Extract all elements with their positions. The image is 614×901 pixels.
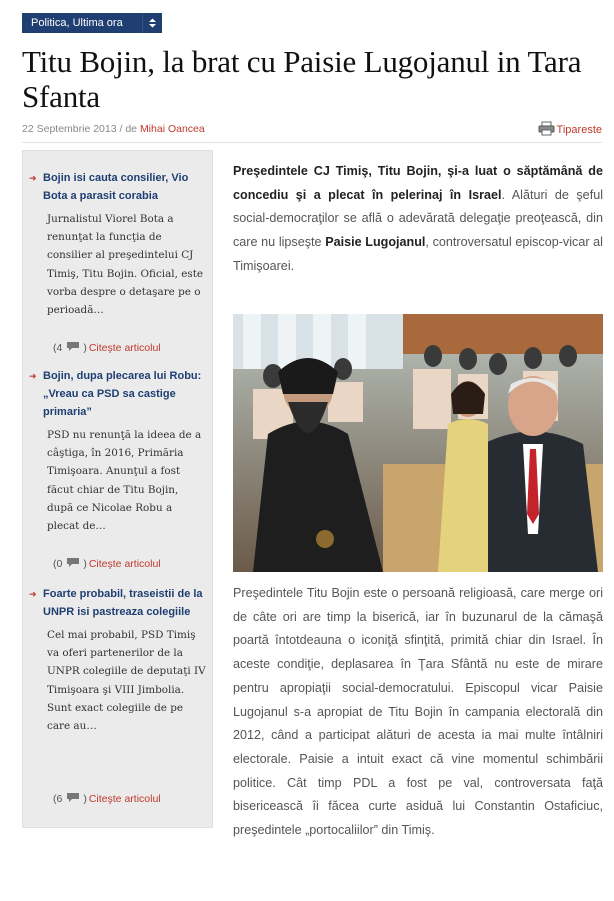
list-item [23,169,214,319]
lead-text-1: . Alături de şeful social-democraţilor se află o adevărată delegaţie preoţească, din care nu lipseşte [233,187,603,250]
comment-bubble-icon [66,792,80,806]
comment-bubble-icon [66,341,80,355]
related-headline-link[interactable]: Bojin isi cauta consilier, Vio Bota a parasit corabia [43,172,189,202]
article-title: Titu Bojin, la brat cu Paisie Lugojanul in Tara Sfanta [22,44,582,114]
lead-text-2: , controversatul episcop-vicar al Timişoarei. [233,235,603,273]
related-excerpt: Cel mai probabil, PSD Timiş va oferi partenerilor de la UNPR colegiile de deputaţi IV Timişoara şi VIII Jimbolia. Sunt exact colegiile de pe care au… [47,629,206,733]
article-photo [233,314,603,572]
related-footer: ( 0 ) Citeşte articolul [53,558,161,570]
article-meta [22,123,205,135]
related-excerpt: Jurnalistul Viorel Bota a renunţat la funcţia de consilier al preşedintelui CJ Timiş, Titu Bojin. Oficial, este vorba despre o detaşare pe o perioadă… [47,213,204,317]
related-footer: ( 6 ) Citeşte articolul [53,793,161,805]
comment-bubble-icon [66,557,80,571]
article-body [233,160,603,838]
list-item [23,585,214,735]
article-date: 22 Septembrie 2013 [22,123,117,135]
related-articles-sidebar [22,150,213,828]
related-headline-link[interactable]: Bojin, dupa plecarea lui Robu: „Vreau ca PSD sa castige primaria” [43,370,202,418]
arrow-icon: ➜ [29,371,37,381]
byline-separator: / de [119,123,138,135]
read-article-link[interactable]: Citeşte articolul [88,558,161,570]
divider [22,142,602,143]
arrow-icon: ➜ [29,589,37,599]
chevron-dropdown-icon[interactable] [142,13,162,33]
comment-count: 0 [56,558,63,570]
comment-count: 6 [56,793,63,805]
article-paragraph: Preşedintele Titu Bojin este o persoană religioasă, care merge ori de câte ori are timp la biserică, iar în buzunarul de la cămaşă poartă întotdeauna o iconiţă sfinţită, primită chiar din Israel. În aceste condiţie, deplasarea în Ţara Sfântă nu este de mirare pentru apropiaţii social-democratului. Episcopul vicar Paisie Lugojanul s-a apropiat de Titu Bojin în campania electorală din 2012, când a participat alături de acesta ia mai multe întâlniri electorale. Paisie a intuit exact că vine momentul schimbării politice. Cât timp PDL a fost pe val, controversata faţă bisericească îi făcea curte asiduă lui Constantin Ostaficiuc, preşedintele „portocaliilor” din Timiş. [233,586,603,838]
print-button[interactable] [538,121,602,139]
related-headline-link[interactable]: Foarte probabil, traseistii de la UNPR isi pastreaza colegiile [43,588,203,618]
printer-icon [538,121,555,139]
related-footer: ( 4 ) Citeşte articolul [53,342,161,354]
category-breadcrumb[interactable] [22,13,162,33]
read-article-link[interactable]: Citeşte articolul [88,793,161,805]
list-item [23,367,214,535]
category-label[interactable]: Politica, Ultima ora [31,17,123,29]
comment-count: 4 [56,342,63,354]
print-label[interactable]: Tipareste [556,124,602,136]
lead-bold-1: Preşedintele CJ Timiş, Titu Bojin, şi-a luat o săptămână de concediu şi a plecat în pelerinaj în Israel [233,164,603,202]
lead-bold-2: Paisie Lugojanul [325,235,426,250]
related-excerpt: PSD nu renunţă la ideea de a câştiga, în 2016, Primăria Timişoara. Anunţul a fost făcut chiar de Titu Bojin, după ce Nicolae Robu a plecat de… [47,429,202,533]
read-article-link[interactable]: Citeşte articolul [88,342,161,354]
article-lead [233,160,603,279]
author-link[interactable]: Mihai Oancea [139,123,205,135]
arrow-icon: ➜ [29,173,37,183]
